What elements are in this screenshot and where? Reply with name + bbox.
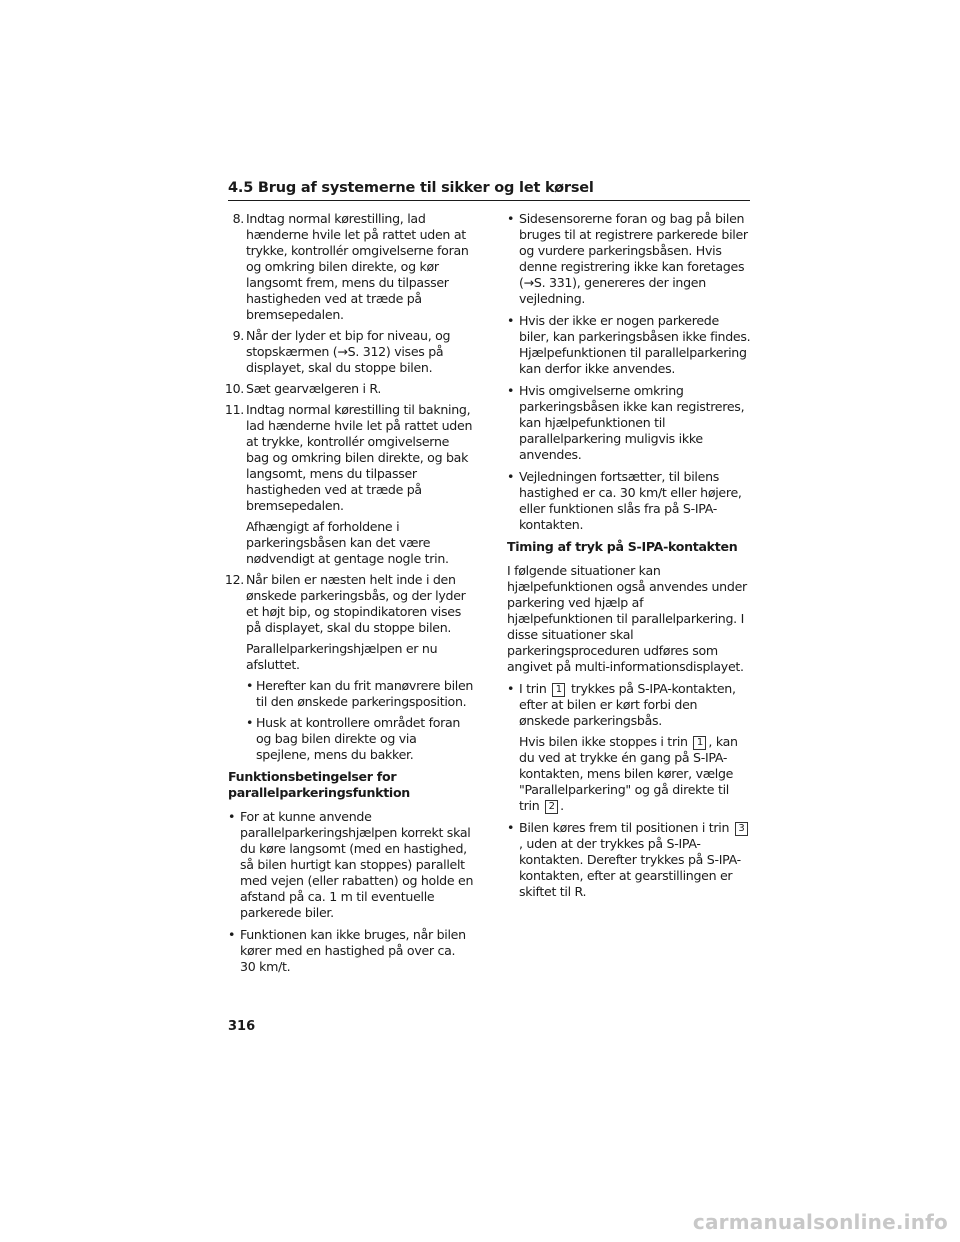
step-key-badge: 2 — [545, 800, 558, 814]
list-item: • Bilen køres frem til positionen i trin 3, uden at der trykkes på S-IPA-kontakten. Derefter trykkes på S-IPA-kontakten, efter at gearstillingen er skiftet til R. — [507, 820, 751, 900]
bullet-icon: • — [507, 383, 515, 398]
list-item: • Herefter kan du frit manøvrere bilen til den ønskede parkeringsposition. — [246, 678, 474, 709]
step-number: 11. — [224, 402, 244, 417]
page-reference[interactable]: →S. 312 — [337, 344, 386, 359]
timing-intro: I følgende situationer kan hjælpefunktionen også anvendes under parkering ved hjælp af hjælpefunktionen til parallelparkering. I disse situationer skal parkeringsproceduren udføres som angivet på multi-informationsdisplayet. — [507, 563, 747, 674]
list-item: • Funktionen kan ikke bruges, når bilen kører med en hastighed på over ca. 30 km/t. — [228, 927, 466, 974]
step-11 — [224, 402, 474, 567]
step-number: 9. — [232, 328, 244, 343]
bullet-icon: • — [507, 313, 515, 328]
bullet-icon: • — [507, 469, 515, 484]
bullet-icon: • — [246, 715, 254, 730]
step-8 — [228, 211, 474, 323]
step-note: Parallelparkeringshjælpen er nu afsluttet. — [246, 641, 438, 672]
bullet-icon: • — [507, 681, 515, 696]
step-key-badge: 3 — [735, 822, 748, 836]
right-column — [507, 211, 751, 906]
page-reference[interactable]: →S. 331 — [523, 275, 573, 290]
step-text: Når bilen er næsten helt inde i den ønskede parkeringsbås, og der lyder et højt bip, og stopindikatoren vises på displayet, skal du stoppe bilen. — [246, 572, 466, 635]
step-key-badge: 1 — [693, 736, 706, 750]
step-text: Når der lyder et bip for niveau, og stopskærmen (→S. 312) vises på displayet, skal du stoppe bilen. — [246, 328, 451, 375]
conditions-heading: Funktionsbetingelser for parallelparkeringsfunktion — [228, 769, 410, 800]
step-9 — [228, 328, 474, 376]
timing-heading: Timing af tryk på S-IPA-kontakten — [507, 539, 738, 554]
bullet-icon: • — [228, 809, 236, 824]
step-12 — [224, 572, 474, 763]
step-text: Sæt gearvælgeren i R. — [246, 381, 382, 396]
section-title: 4.5 Brug af systemerne til sikker og let kørsel — [228, 180, 750, 201]
list-item: • Sidesensorerne foran og bag på bilen bruges til at registrere parkerede biler og vurdere parkeringsbåsen. Hvis denne registrering ikke kan foretages (→S. 331), genereres der ingen vejledning. — [507, 211, 748, 306]
list-item: • Husk at kontrollere området foran og bag bilen direkte og via spejlene, mens du bakker. — [246, 715, 461, 762]
step-number: 8. — [232, 211, 244, 226]
page-number: 316 — [228, 1019, 256, 1034]
list-item: • Hvis omgivelserne omkring parkeringsbåsen ikke kan registreres, kan hjælpefunktionen til parallelparkering muligvis ikke anvendes. — [507, 383, 745, 462]
bullet-icon: • — [246, 678, 254, 693]
list-item: • Vejledningen fortsætter, til bilens hastighed er ca. 30 km/t eller højere, eller funktionen slås fra på S-IPA-kontakten. — [507, 469, 742, 532]
list-item: • I trin 1 trykkes på S-IPA-kontakten, efter at bilen er kørt forbi den ønskede parkeringsbås. Hvis bilen ikke stoppes i trin 1 , kan du ved at trykke én gang på S-IPA-kontakten, mens bilen kører, vælge "Parallelparkering" og gå direkte til trin 2 . — [507, 681, 738, 813]
list-item: • Hvis der ikke er nogen parkerede biler, kan parkeringsbåsen ikke findes. Hjælpefunktionen til parallelparkering kan derfor ikke anvendes. — [507, 313, 751, 376]
bullet-icon: • — [228, 927, 236, 942]
step-10 — [224, 381, 474, 397]
step-number: 10. — [224, 381, 244, 396]
step-key-badge: 1 — [552, 683, 565, 697]
list-item: • For at kunne anvende parallelparkeringshjælpen korrekt skal du køre langsomt (med en hastighed, så bilen hurtigt kan stoppes) parallelt med vejen (eller rabatten) og holde en afstand på ca. 1 m til eventuelle parkerede biler. — [228, 809, 474, 920]
step-number: 12. — [224, 572, 244, 587]
bullet-icon: • — [507, 820, 515, 835]
bullet-icon: • — [507, 211, 515, 226]
left-column — [224, 211, 474, 981]
step-text: Indtag normal kørestilling, lad hænderne hvile let på rattet uden at trykke, kontrollér omgivelserne foran og omkring bilen direkte, og kør langsomt frem, mens du tilpasser hastigheden ved at træde på bremsepedalen. — [246, 211, 469, 322]
step-text: Indtag normal kørestilling til bakning, lad hænderne hvile let på rattet uden at trykke, kontrollér omgivelserne bag og omkring bilen direkte, og bak langsomt, mens du tilpasser hastigheden ved at træde på bremsepedalen. — [246, 402, 473, 513]
step-note: Afhængigt af forholdene i parkeringsbåsen kan det være nødvendigt at gentage nogle trin. — [246, 519, 449, 566]
watermark: carmanualsonline.info — [692, 1210, 948, 1234]
